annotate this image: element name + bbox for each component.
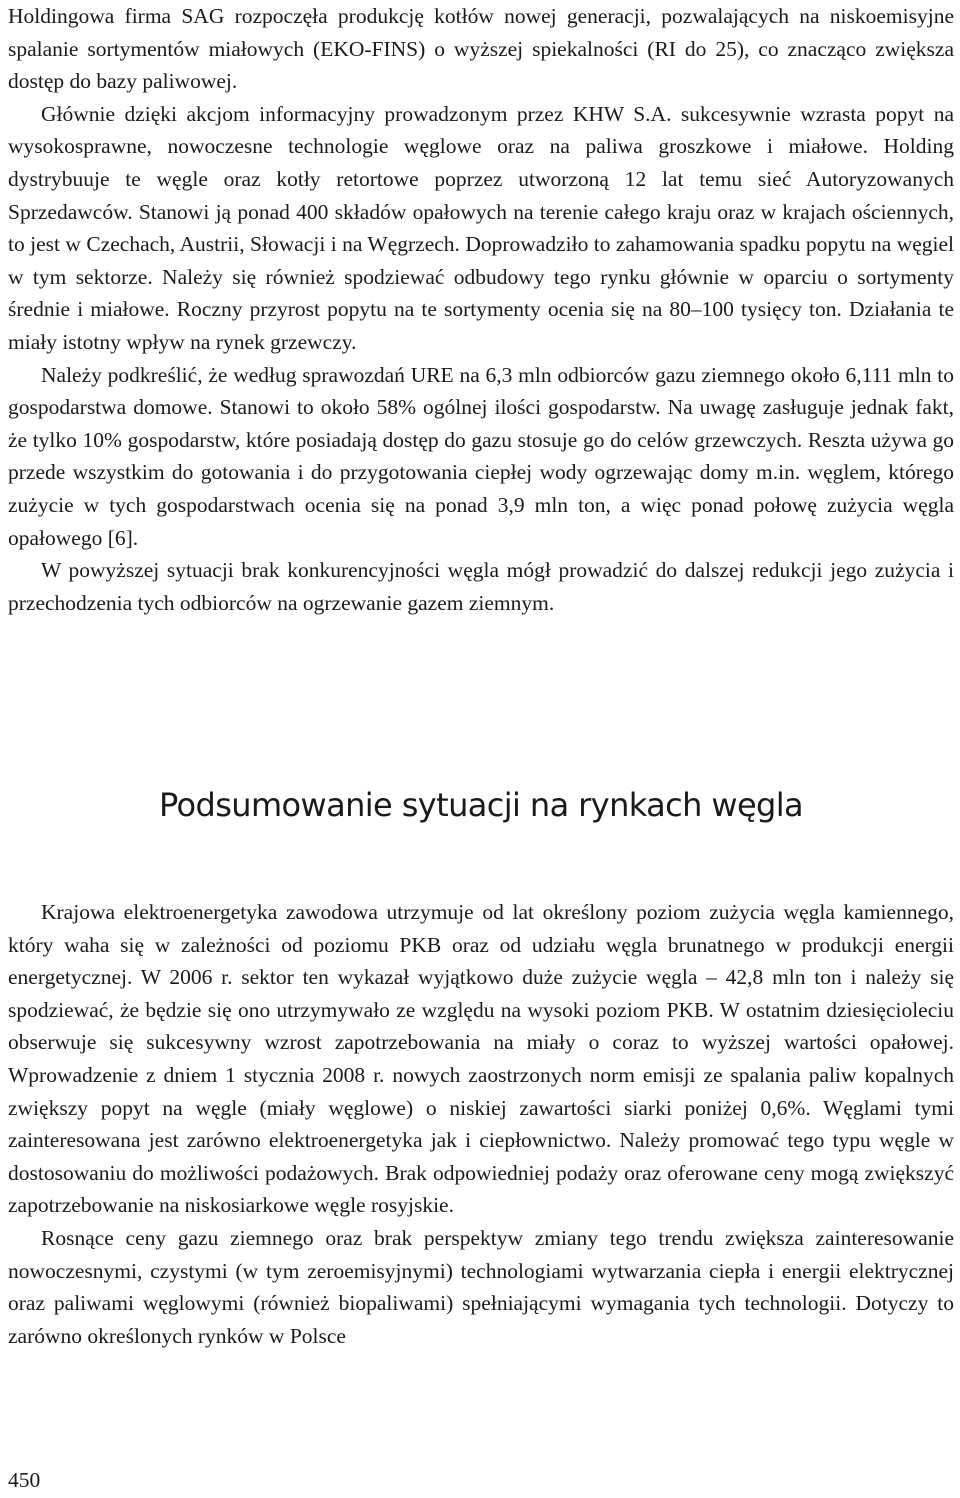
paragraph: Głównie dzięki akcjom informacyjny prowadzonym przez KHW S.A. sukcesywnie wzrasta popyt na wysokosprawne, nowoczesne technologie węglowe oraz na paliwa groszkowe i miałowe. Holding dystrybuuje te węgle oraz kotły retortowe poprzez utworzoną 12 lat temu sieć Autoryzowanych Sprzedawców. Stanowi ją ponad 400 składów opałowych na terenie całego kraju oraz w krajach ościennych, to jest w Czechach, Austrii, Słowacji i na Węgrzech. Doprowadziło to zahamowania spadku popytu na węgiel w tym sektorze. Należy się również spodziewać odbudowy tego rynku głównie w oparciu o sortymenty średnie i miałowe. Roczny przyrost popytu na te sortymenty ocenia się na 80–100 tysięcy ton. Działania te miały istotny wpływ na rynek grzewczy. xyxy=(8,101,954,354)
paragraph: Należy podkreślić, że według sprawozdań URE na 6,3 mln odbiorców gazu ziemnego około 6,111 mln to gospodarstwa domowe. Stanowi to około 58% ogólnej ilości gospodarstw. Na uwagę zasługuje jednak fakt, że tylko 10% gospodarstw, które posiadają dostęp do gazu stosuje go do celów grzewczych. Reszta używa go przede wszystkim do gotowania i do przygotowania ciepłej wody ogrzewając domy m.in. węglem, którego zużycie w tych gospodarstwach ocenia się na ponad 3,9 mln ton, a więc ponad połowę zużycia węgla opałowego [6]. xyxy=(8,362,954,550)
section-heading: Podsumowanie sytuacji na rynkach węgla xyxy=(158,786,804,824)
text-block-top xyxy=(8,0,954,619)
paragraph: Holdingowa firma SAG rozpoczęła produkcję kotłów nowej generacji, pozwalających na niskoemisyjne spalanie sortymentów miałowych (EKO-FINS) o wyższej spiekalności (RI do 25), co znacząco zwiększa dostęp do bazy paliwowej. xyxy=(8,4,954,94)
paragraph: Rosnące ceny gazu ziemnego oraz brak perspektyw zmiany tego trendu zwiększa zainteresowanie nowoczesnymi, czystymi (w tym zeroemisyjnymi) technologiami wytwarzania ciepła i energii elektrycznej oraz paliwami węglowymi (również biopaliwami) spełniającymi wymagania tych technologii. Dotyczy to zarówno określonych rynków w Polsce xyxy=(8,1225,954,1348)
page-number: 450 xyxy=(8,1468,41,1492)
text-block-bottom xyxy=(8,896,954,1352)
paragraph: W powyższej sytuacji brak konkurencyjności węgla mógł prowadzić do dalszej redukcji jego zużycia i przechodzenia tych odbiorców na ogrzewanie gazem ziemnym. xyxy=(8,558,954,615)
paragraph: Krajowa elektroenergetyka zawodowa utrzymuje od lat określony poziom zużycia węgla kamiennego, który waha się w zależności od poziomu PKB oraz od udziału węgla brunatnego w produkcji energii energetycznej. W 2006 r. sektor ten wykazał wyjątkowo duże zużycie węgla – 42,8 mln ton i należy się spodziewać, że będzie się ono utrzymywało ze względu na wysoki poziom PKB. W ostatnim dziesięcioleciu obserwuje się sukcesywny wzrost zapotrzebowania na miały o coraz to wyższej wartości opałowej. Wprowadzenie z dniem 1 stycznia 2008 r. nowych zaostrzonych norm emisji ze spalania paliw kopalnych zwiększy popyt na węgle (miały węglowe) o niskiej zawartości siarki poniżej 0,6%. Węglami tymi zainteresowana jest zarówno elektroenergetyka jak i ciepłownictwo. Należy promować tego typu węgle w dostosowaniu do możliwości podażowych. Brak odpowiedniej podaży oraz oferowane ceny mogą zwiększyć zapotrzebowanie na niskosiarkowe węgle rosyjskie. xyxy=(8,900,954,1218)
